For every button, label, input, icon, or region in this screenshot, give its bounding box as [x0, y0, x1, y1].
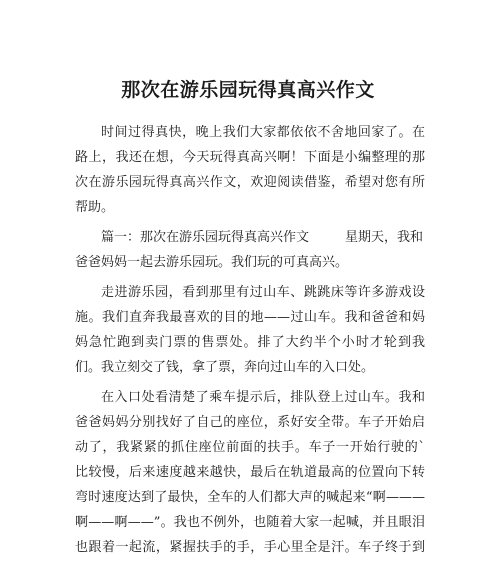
text-line: 妈急忙跑到卖门票的售票处。排了大约半个小时才轮到我 [75, 335, 425, 350]
text-line: 也跟着一起流，紧握扶手的手，手心里全是汗。车子终于到 [75, 540, 425, 555]
text-line: 走进游乐园，看到那里有过山车、跳跳床等许多游戏设 [101, 285, 425, 300]
paragraph-roller-coaster [75, 385, 425, 560]
text-line: 比较慢，后来速度越来越快，最后在轨道最高的位置向下转 [75, 465, 425, 480]
text-line: 弯时速度达到了最快，全车的人们都大声的喊起来“啊——— [75, 490, 425, 505]
text-line: 在入口处看清楚了乘车提示后，排队登上过山车。我和 [101, 390, 425, 405]
text-line: 啊——啊——”。我也不例外，也随着大家一起喊，并且眼泪 [75, 515, 425, 530]
text-line: 施。我们直奔我最喜欢的目的地——过山车。我和爸爸和妈 [75, 310, 425, 325]
text-line: 们。我立刻交了钱，拿了票，奔向过山车的入口处。 [75, 360, 375, 375]
text-line: 时间过得真快，晚上我们大家都依依不舍地回家了。在 [101, 125, 425, 140]
text-line [75, 225, 425, 250]
document-title: 那次在游乐园玩得真高兴作文 [121, 79, 375, 101]
paragraph-article-heading [75, 225, 425, 275]
article-heading: 篇一：那次在游乐园玩得真高兴作文 [101, 230, 310, 245]
text-line: 帮助。 [75, 200, 115, 215]
text-line: 爸爸妈妈分别找好了自己的座位，系好安全带。车子开始启 [75, 415, 425, 430]
document-body [75, 120, 425, 561]
text-line: 动了，我紧紧的抓住座位前面的扶手。车子一开始行驶的` [75, 440, 425, 455]
text-line: 次在游乐园玩得真高兴作文，欢迎阅读借鉴，希望对您有所 [75, 175, 425, 190]
text-line: 路上，我还在想，今天玩得真高兴啊！下面是小编整理的那 [75, 150, 425, 165]
article-opening: 星期天，我和 [345, 230, 424, 245]
paragraph-entering-park [75, 280, 425, 380]
text-line: 爸爸妈妈一起去游乐园玩。我们玩的可真高兴。 [75, 255, 349, 270]
paragraph-intro [75, 120, 425, 220]
